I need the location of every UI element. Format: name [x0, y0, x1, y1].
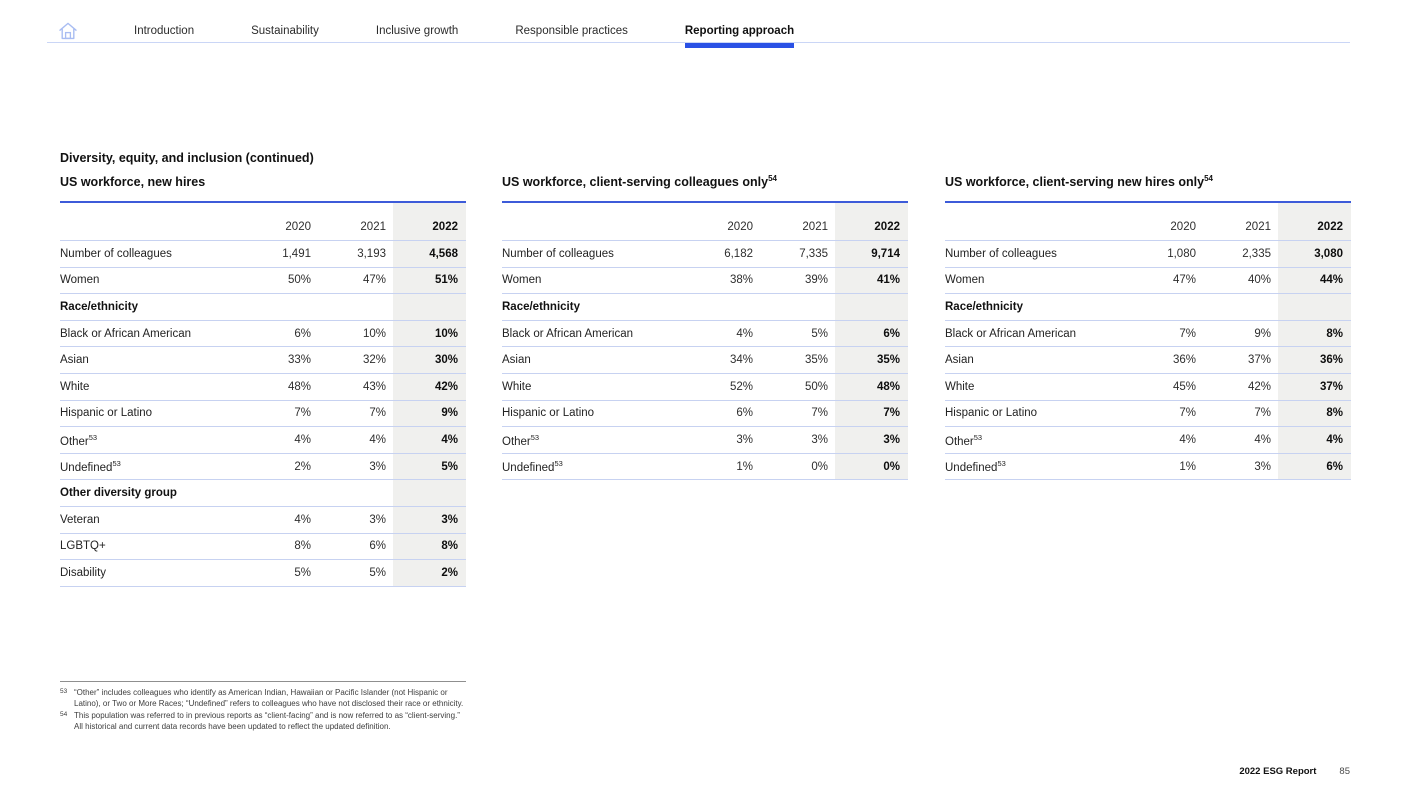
table-header-row [60, 202, 466, 241]
value-cell: 30% [393, 347, 466, 374]
table-row [945, 427, 1351, 454]
tab-inclusive-growth[interactable]: Inclusive growth [375, 25, 459, 37]
row-label: Hispanic or Latino [945, 400, 1128, 427]
table-row [945, 241, 1351, 268]
row-label: Veteran [60, 506, 243, 533]
highlight-cell-empty [393, 480, 466, 507]
value-cell: 37% [1203, 347, 1278, 374]
value-cell: 0% [835, 453, 908, 480]
highlight-cell-empty [835, 294, 908, 321]
value-cell: 7% [318, 400, 393, 427]
value-cell: 1% [1128, 453, 1203, 480]
row-label: Number of colleagues [502, 241, 685, 268]
value-cell: 3,080 [1278, 241, 1351, 268]
table-row [502, 400, 908, 427]
footnotes [60, 681, 466, 733]
year-header: 2021 [318, 202, 393, 241]
year-header: 2020 [685, 202, 760, 241]
row-label: Black or African American [502, 320, 685, 347]
value-cell: 4% [393, 427, 466, 454]
table-row [60, 533, 466, 560]
value-cell: 42% [393, 373, 466, 400]
row-label: Asian [60, 347, 243, 374]
value-cell: 34% [685, 347, 760, 374]
highlight-cell-empty [1278, 294, 1351, 321]
value-cell: 6% [835, 320, 908, 347]
table-row [60, 400, 466, 427]
value-cell: 3% [393, 506, 466, 533]
report-title: 2022 ESG Report [1239, 766, 1317, 777]
table-row [502, 294, 908, 321]
row-label: Women [502, 267, 685, 294]
table-row [945, 347, 1351, 374]
value-cell: 41% [835, 267, 908, 294]
nav-tabs [134, 25, 794, 38]
value-cell: 6% [318, 533, 393, 560]
table-row [60, 453, 466, 480]
value-cell: 37% [1278, 373, 1351, 400]
table-header-row [502, 202, 908, 241]
value-cell: 7% [835, 400, 908, 427]
value-cell: 45% [1128, 373, 1203, 400]
footnote-number: 54 [60, 711, 68, 718]
value-cell: 52% [685, 373, 760, 400]
data-table [60, 201, 466, 587]
value-cell: 3% [685, 427, 760, 454]
value-cell: 50% [760, 373, 835, 400]
value-cell: 2% [243, 453, 318, 480]
value-cell: 5% [760, 320, 835, 347]
year-header: 2022 [835, 202, 908, 241]
year-header: 2022 [393, 202, 466, 241]
row-label: Other$^{53}$ [60, 427, 243, 454]
table-row [502, 373, 908, 400]
footnote-text: “Other” includes colleagues who identify as American Indian, Hawaiian or Pacific Islander (not Hispanic or Latino), or Two or More Races; “Undefined” refers to colleagues who have not disclosed their race or ethnicity. [74, 688, 464, 708]
value-cell: 1,080 [1128, 241, 1203, 268]
value-cell: 8% [393, 533, 466, 560]
value-cell: 47% [318, 267, 393, 294]
table-row [60, 560, 466, 587]
value-cell: 10% [318, 320, 393, 347]
value-cell: 40% [1203, 267, 1278, 294]
row-label: Asian [502, 347, 685, 374]
value-cell: 5% [393, 453, 466, 480]
value-cell: 6% [243, 320, 318, 347]
header-label-cell [945, 202, 1128, 241]
value-cell: 36% [1278, 347, 1351, 374]
value-cell: 3,193 [318, 241, 393, 268]
table-title: US workforce, client-serving new hires only$^{54}$ [945, 173, 1214, 189]
value-cell: 48% [243, 373, 318, 400]
table-block [60, 175, 466, 587]
section-header-cell: Other diversity group [60, 480, 393, 507]
value-cell: 3% [835, 427, 908, 454]
header-label-cell [502, 202, 685, 241]
value-cell: 50% [243, 267, 318, 294]
value-cell: 8% [1278, 320, 1351, 347]
row-label: Other$^{53}$ [945, 427, 1128, 454]
tab-introduction[interactable]: Introduction [134, 25, 195, 37]
value-cell: 6% [1278, 453, 1351, 480]
value-cell: 33% [243, 347, 318, 374]
data-table [945, 201, 1351, 480]
value-cell: 4% [1203, 427, 1278, 454]
year-header: 2021 [1203, 202, 1278, 241]
table-row [502, 453, 908, 480]
value-cell: 3% [318, 506, 393, 533]
value-cell: 0% [760, 453, 835, 480]
page-title: Diversity, equity, and inclusion (continued) [60, 151, 314, 165]
table-row [945, 400, 1351, 427]
value-cell: 1% [685, 453, 760, 480]
value-cell: 47% [1128, 267, 1203, 294]
table-row [945, 453, 1351, 480]
table-row [60, 373, 466, 400]
table-row [945, 320, 1351, 347]
row-label: Number of colleagues [945, 241, 1128, 268]
row-label: Number of colleagues [60, 241, 243, 268]
value-cell: 9,714 [835, 241, 908, 268]
value-cell: 2% [393, 560, 466, 587]
row-label: White [945, 373, 1128, 400]
row-label: Hispanic or Latino [60, 400, 243, 427]
tab-reporting-approach[interactable]: Reporting approach [684, 25, 795, 37]
header-label-cell [60, 202, 243, 241]
table-row [502, 267, 908, 294]
value-cell: 4% [243, 506, 318, 533]
row-label: Asian [945, 347, 1128, 374]
value-cell: 8% [1278, 400, 1351, 427]
table-row [945, 373, 1351, 400]
value-cell: 5% [318, 560, 393, 587]
table-row [502, 427, 908, 454]
nav-divider [47, 42, 1350, 43]
row-label: White [502, 373, 685, 400]
year-header: 2020 [243, 202, 318, 241]
data-table [502, 201, 908, 480]
value-cell: 7% [1203, 400, 1278, 427]
value-cell: 7,335 [760, 241, 835, 268]
value-cell: 4% [685, 320, 760, 347]
value-cell: 6,182 [685, 241, 760, 268]
value-cell: 1,491 [243, 241, 318, 268]
table-row [60, 294, 466, 321]
value-cell: 7% [1128, 320, 1203, 347]
value-cell: 6% [685, 400, 760, 427]
section-header-cell: Race/ethnicity [945, 294, 1278, 321]
value-cell: 51% [393, 267, 466, 294]
year-header: 2021 [760, 202, 835, 241]
row-label: Undefined$^{53}$ [60, 453, 243, 480]
value-cell: 39% [760, 267, 835, 294]
section-header-cell: Race/ethnicity [502, 294, 835, 321]
row-label: Women [945, 267, 1128, 294]
value-cell: 10% [393, 320, 466, 347]
value-cell: 9% [393, 400, 466, 427]
value-cell: 9% [1203, 320, 1278, 347]
table-row [502, 320, 908, 347]
tab-sustainability[interactable]: Sustainability [251, 25, 319, 37]
table-row [502, 241, 908, 268]
value-cell: 8% [243, 533, 318, 560]
value-cell: 7% [1128, 400, 1203, 427]
value-cell: 4% [318, 427, 393, 454]
footnote [60, 710, 466, 732]
value-cell: 42% [1203, 373, 1278, 400]
table-row [945, 267, 1351, 294]
home-icon[interactable] [58, 21, 78, 41]
value-cell: 5% [243, 560, 318, 587]
value-cell: 4% [1278, 427, 1351, 454]
value-cell: 36% [1128, 347, 1203, 374]
row-label: Undefined$^{53}$ [502, 453, 685, 480]
value-cell: 35% [760, 347, 835, 374]
row-label: Black or African American [945, 320, 1128, 347]
value-cell: 35% [835, 347, 908, 374]
value-cell: 44% [1278, 267, 1351, 294]
row-label: LGBTQ+ [60, 533, 243, 560]
row-label: Other$^{53}$ [502, 427, 685, 454]
table-row [60, 347, 466, 374]
value-cell: 48% [835, 373, 908, 400]
table-block [502, 175, 908, 480]
table-row [60, 320, 466, 347]
section-header-cell: Race/ethnicity [60, 294, 393, 321]
value-cell: 43% [318, 373, 393, 400]
year-header: 2022 [1278, 202, 1351, 241]
table-row [60, 506, 466, 533]
tab-responsible-practices[interactable]: Responsible practices [515, 25, 628, 37]
footnote [60, 687, 466, 709]
value-cell: 38% [685, 267, 760, 294]
row-label: Women [60, 267, 243, 294]
table-row [60, 480, 466, 507]
highlight-cell-empty [393, 294, 466, 321]
table-title: US workforce, new hires [60, 175, 206, 189]
table-title: US workforce, client-serving colleagues only$^{54}$ [502, 173, 777, 189]
table-row [60, 267, 466, 294]
value-cell: 3% [1203, 453, 1278, 480]
footnote-text: This population was referred to in previous reports as “client-facing” and is now referred to as “client-serving.” All historical and current data records have been updated to reflect the updated definition. [74, 711, 460, 731]
row-label: White [60, 373, 243, 400]
page-number: 85 [1339, 766, 1350, 777]
value-cell: 4% [1128, 427, 1203, 454]
table-header-row [945, 202, 1351, 241]
row-label: Hispanic or Latino [502, 400, 685, 427]
table-row [945, 294, 1351, 321]
value-cell: 2,335 [1203, 241, 1278, 268]
table-row [60, 241, 466, 268]
row-label: Black or African American [60, 320, 243, 347]
page-footer [1239, 766, 1350, 777]
table-row [60, 427, 466, 454]
table-block [945, 175, 1351, 480]
year-header: 2020 [1128, 202, 1203, 241]
footnote-number: 53 [60, 688, 68, 695]
row-label: Undefined$^{53}$ [945, 453, 1128, 480]
value-cell: 7% [760, 400, 835, 427]
row-label: Disability [60, 560, 243, 587]
table-row [502, 347, 908, 374]
value-cell: 4,568 [393, 241, 466, 268]
top-nav [0, 0, 1410, 56]
value-cell: 32% [318, 347, 393, 374]
value-cell: 3% [760, 427, 835, 454]
value-cell: 3% [318, 453, 393, 480]
value-cell: 4% [243, 427, 318, 454]
value-cell: 7% [243, 400, 318, 427]
